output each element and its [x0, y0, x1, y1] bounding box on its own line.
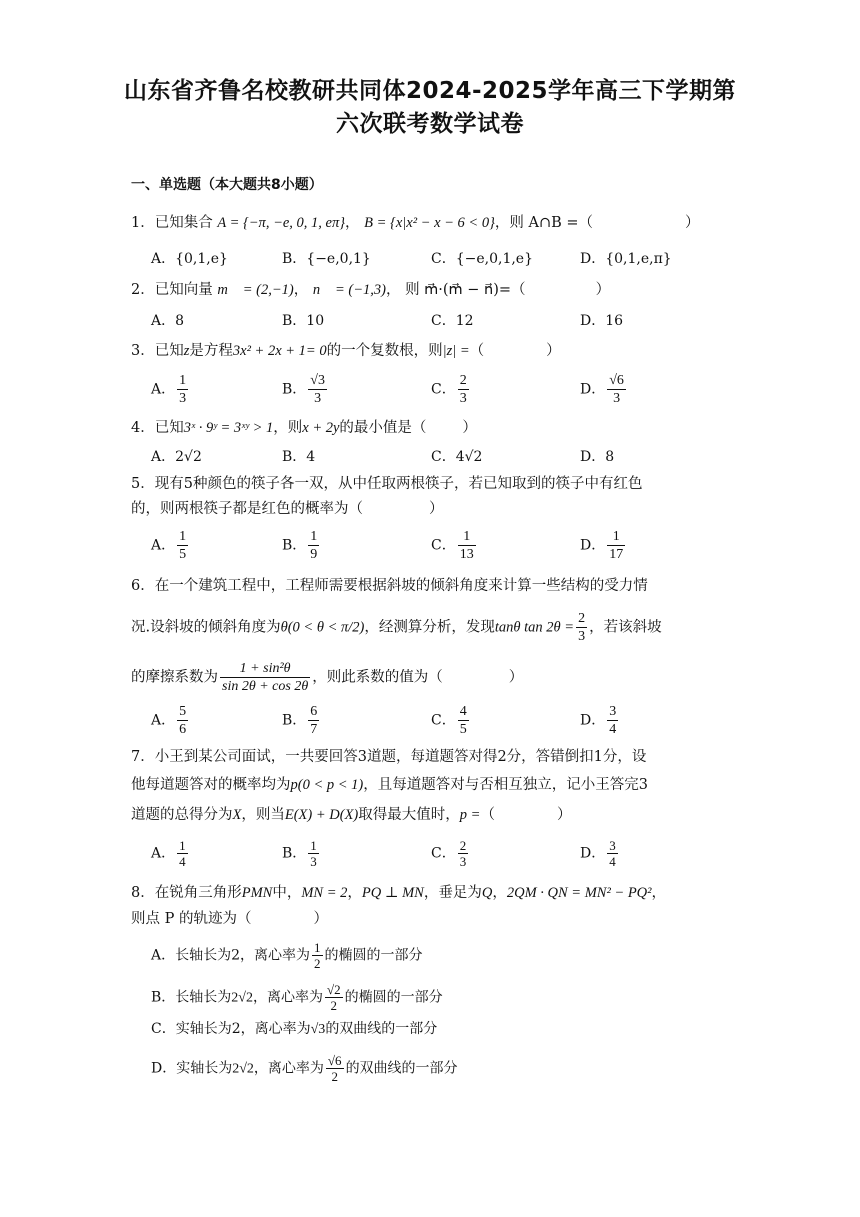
option: B． $\frac{1}{3}$ [282, 838, 317, 869]
question-5-line-2: 的，则两根筷子都是红色的概率为（ ） [131, 501, 444, 517]
set-a: A = {−π, −e, 0, 1, eπ} [217, 215, 346, 231]
exam-title-line-1: 山东省齐鲁名校教研共同体2024-2025学年高三下学期第 [123, 78, 737, 104]
question-2: 2．已知向量 m⃗ = (2,−1)， n⃗ = (−1,3)， 则 m⃗·(m⃗ − n⃗)=（ ） [131, 282, 611, 298]
question-6-line-2: 况.设斜坡的倾斜角度为θ(0 < θ < π/2)，经测算分析，发现tanθ tan 2θ = $\frac{2}{3}$ ，若该斜坡 [131, 611, 662, 644]
question-8-line-2: 则点 P 的轨迹为（ ） [131, 911, 328, 927]
option: D． $\frac{3}{4}$ [580, 704, 617, 737]
question-6-line-1: 6．在一个建筑工程中，工程师需要根据斜坡的倾斜角度来计算一些结构的受力情 [131, 578, 648, 594]
option: D．{0,1,e,π} [580, 251, 672, 267]
option: B． $\frac{6}{7}$ [282, 704, 318, 737]
option: C． $\frac{1}{13}$ [431, 529, 474, 562]
option: C．4√2 [431, 449, 483, 465]
option: C．{−e,0,1,e} [431, 251, 533, 267]
option: A． $\frac{1}{5}$ [151, 529, 187, 562]
option: A．2√2 [151, 449, 202, 465]
condition: 3ˣ · 9ʸ = 3ˣʸ > 1 [183, 420, 274, 436]
option: D． $\frac{3}{4}$ [580, 838, 616, 869]
option: B．10 [282, 313, 325, 329]
option-a: A．长轴长为2，离心率为 $\frac{1}{2}$ 的椭圆的一部分 [151, 940, 423, 971]
option-b: B．长轴长为2√2，离心率为 $\frac{√2}{2}$ 的椭圆的一部分 [151, 982, 443, 1013]
option: C． $\frac{2}{3}$ [431, 373, 467, 406]
option: C． $\frac{4}{5}$ [431, 704, 467, 737]
vector-n: n⃗ = (−1,3) [312, 282, 386, 298]
option: A． $\frac{1}{3}$ [151, 373, 187, 406]
option: A． $\frac{1}{4}$ [151, 838, 186, 869]
option: D． $\frac{1}{17}$ [580, 529, 624, 562]
option: D．8 [580, 449, 615, 465]
option: A． $\frac{5}{6}$ [151, 704, 187, 737]
option: A．{0,1,e} [151, 251, 228, 267]
equation: 3x² + 2x + 1= 0 [232, 343, 327, 359]
question-7-line-3: 道题的总得分为X，则当E(X) + D(X)取得最大值时，p =（ ） [131, 807, 572, 823]
question-4: 4．已知3ˣ · 9ʸ = 3ˣʸ > 1，则x + 2y的最小值是（ ） [131, 420, 477, 436]
question-3: 3．已知z是方程3x² + 2x + 1= 0的一个复数根，则|z| =（ ） [131, 343, 561, 359]
option: D． $\frac{√6}{3}$ [580, 373, 624, 406]
exam-title-line-2: 六次联考数学试卷 [336, 111, 524, 137]
question-7-line-1: 7．小王到某公司面试，一共要回答3道题，每道题答对得2分，答错倒扣1分，设 [131, 749, 647, 765]
question-6-line-3: 的摩擦系数为 $\frac{\text{1 + sin²θ}}{\sin 2\theta + \cos 2\theta}$ ，则此系数的值为（ ） [131, 661, 524, 694]
option: B．{−e,0,1} [282, 251, 371, 267]
option: C．12 [431, 313, 474, 329]
theta-range: θ(0 < θ < π/2) [280, 619, 365, 636]
option-c: C．实轴长为2，离心率为√3的双曲线的一部分 [151, 1021, 438, 1037]
vector-m: m⃗ = (2,−1) [217, 282, 294, 298]
option: B． $\frac{√3}{3}$ [282, 373, 325, 406]
option: C． $\frac{2}{3}$ [431, 838, 467, 869]
option-d: D．实轴长为2√2，离心率为 $\frac{√6}{2}$ 的双曲线的一部分 [151, 1053, 458, 1084]
question-5-line-1: 5．现有5种颜色的筷子各一双，从中任取两根筷子，若已知取到的筷子中有红色 [131, 476, 643, 492]
question-1: 1．已知集合 A = {−π, −e, 0, 1, eπ}， B = {x|x² − x − 6 < 0}，则 A∩B =（ ） [131, 215, 700, 231]
option: B． $\frac{1}{9}$ [282, 529, 318, 562]
option: A．8 [151, 313, 185, 329]
question-8-line-1: 8．在锐角三角形PMN中，MN = 2，PQ ⊥ MN，垂足为Q，2QM · QN = MN² − PQ²， [131, 885, 667, 901]
section-heading: 一、单选题（本大题共8小题） [131, 177, 323, 193]
option: D．16 [580, 313, 624, 329]
question-7-line-2: 他每道题答对的概率均为p(0 < p < 1)，且每道题答对与否相互独立，记小王答完3 [131, 777, 648, 793]
option: B．4 [282, 449, 316, 465]
set-b: B = {x|x² − x − 6 < 0} [364, 215, 495, 231]
